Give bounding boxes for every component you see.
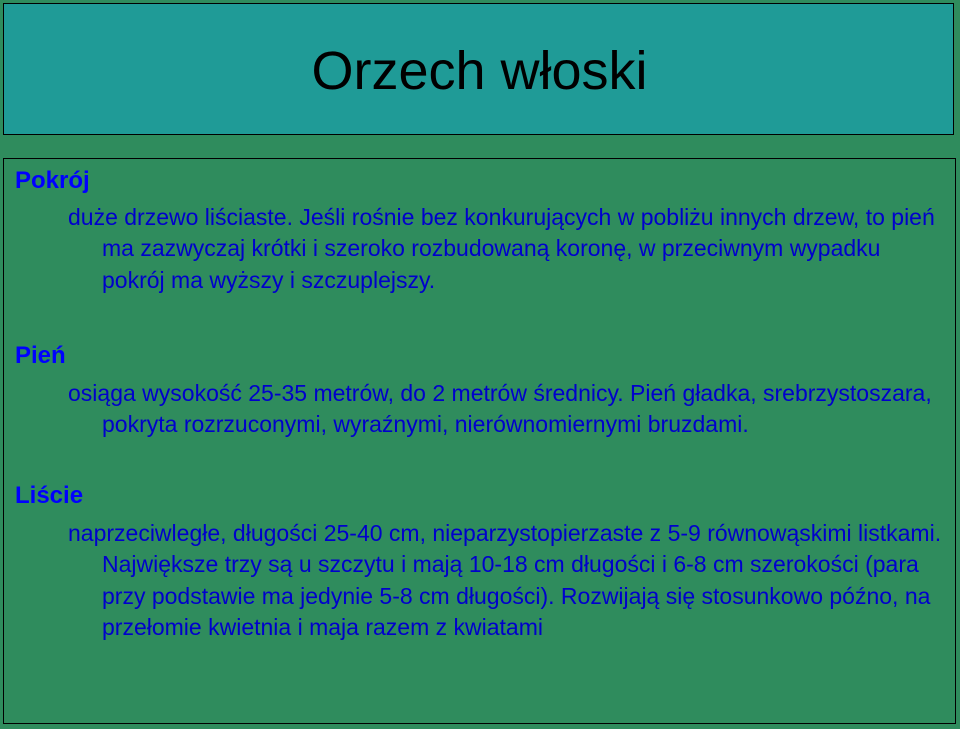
section-text-pien: osiąga wysokość 25-35 metrów, do 2 metrów średnicy. Pień gładka, srebrzystoszara, pokryta rozrzuconymi, wyraźnymi, nierównomiernymi bruzdami. xyxy=(68,380,932,438)
page-title: Orzech włoski xyxy=(311,41,648,101)
title-box xyxy=(3,3,954,135)
section-text-pokroj: duże drzewo liściaste. Jeśli rośnie bez konkurujących w pobliżu innych drzew, to pień ma zazwyczaj krótki i szeroko rozbudowaną koronę, w przeciwnym wypadku pokrój ma wyższy i szczuplejszy. xyxy=(68,204,935,293)
section-heading-pien: Pień xyxy=(15,342,66,369)
section-heading-pokroj: Pokrój xyxy=(15,167,90,194)
section-heading-liscie: Liście xyxy=(15,482,84,509)
section-text-liscie: naprzeciwległe, długości 25-40 cm, nieparzystopierzaste z 5-9 równowąskimi listkami. Największe trzy są u szczytu i mają 10-18 cm długości i 6-8 cm szerokości (para przy podstawie ma jedynie 5-8 cm długości). Rozwijają się stosunkowo późno, na przełomie kwietnia i maja razem z kwiatami xyxy=(68,520,942,641)
